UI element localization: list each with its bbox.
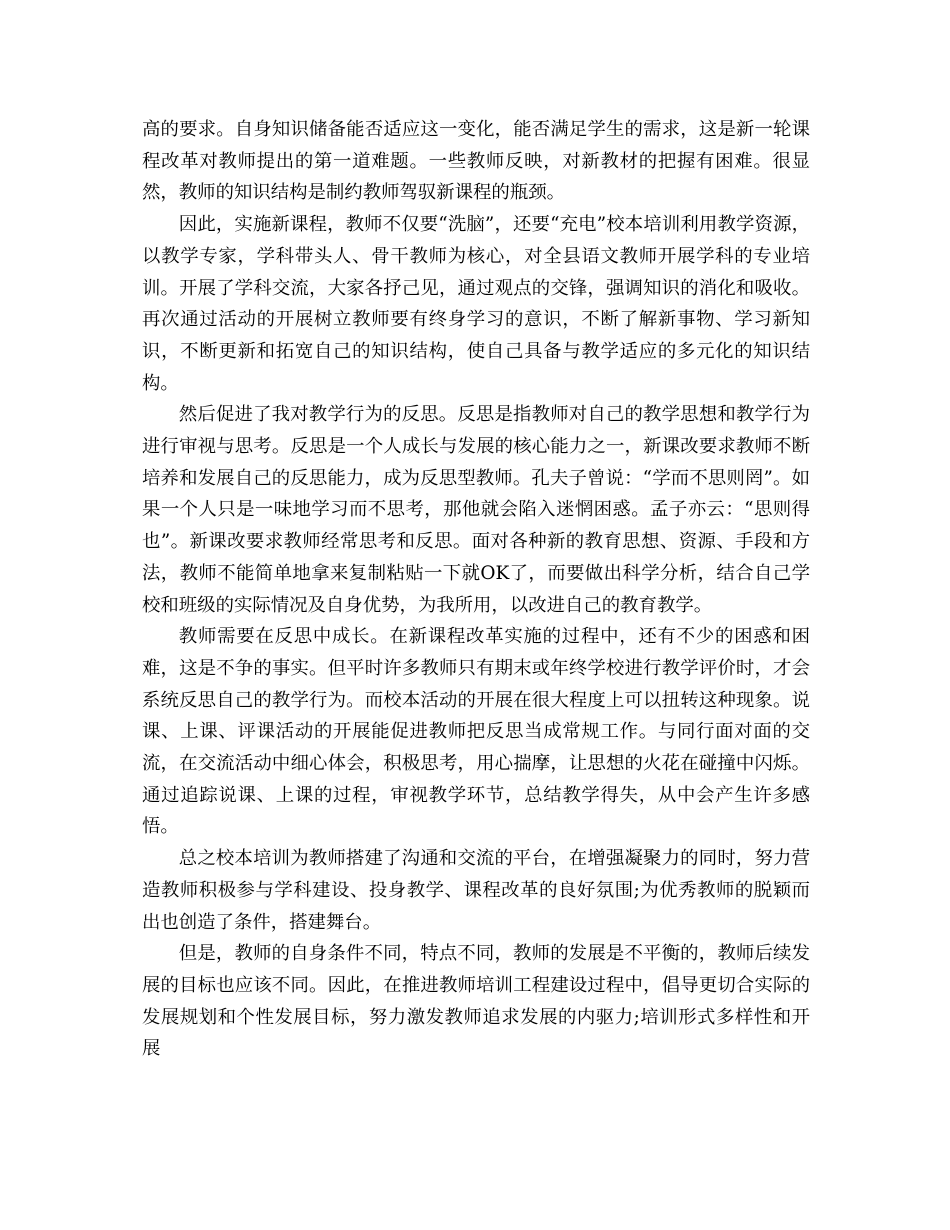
paragraph-2: 因此，实施新课程，教师不仅要“洗脑”，还要“充电”校本培训利用教学资源，以教学专家，学科带头人、骨干教师为核心，对全县语文教师开展学科的专业培训。开展了学科交流，大家各抒己见，通过观点的交锋，强调知识的消化和吸收。再次通过活动的开展树立教师要有终身学习的意识，不断了解新事物、学习新知识，不断更新和拓宽自己的知识结构，使自己具备与教学适应的多元化的知识结构。 [142,214,810,394]
paragraph-3: 然后促进了我对教学行为的反思。反思是指教师对自己的教学思想和教学行为进行审视与思考。反思是一个人成长与发展的核心能力之一，新课改要求教师不断培养和发展自己的反思能力，成为反思型教师。孔夫子曾说：“学而不思则罔”。如果一个人只是一味地学习而不思考，那他就会陷入迷惘困惑。孟子亦云：“思则得也”。新课改要求教师经常思考和反思。面对各种新的教育思想、资源、手段和方法，教师不能简单地拿来复制粘贴一下就OK了，而要做出科学分析，结合自己学校和班级的实际情况及自身优势，为我所用，以改进自己的教育教学。 [142,404,810,616]
document-body [142,114,810,1065]
paragraph-1: 高的要求。自身知识储备能否适应这一变化，能否满足学生的需求，这是新一轮课程改革对教师提出的第一道难题。一些教师反映，对新教材的把握有困难。很显然，教师的知识结构是制约教师驾驭新课程的瓶颈。 [142,119,810,204]
paragraph-5: 总之校本培训为教师搭建了沟通和交流的平台，在增强凝聚力的同时，努力营造教师积极参与学科建设、投身教学、课程改革的良好氛围;为优秀教师的脱颖而出也创造了条件，搭建舞台。 [142,848,810,933]
paragraph-6: 但是，教师的自身条件不同，特点不同，教师的发展是不平衡的，教师后续发展的目标也应该不同。因此，在推进教师培训工程建设过程中，倡导更切合实际的发展规划和个性发展目标，努力激发教师追求发展的内驱力;培训形式多样性和开展 [142,943,810,1060]
paragraph-4: 教师需要在反思中成长。在新课程改革实施的过程中，还有不少的困惑和困难，这是不争的事实。但平时许多教师只有期末或年终学校进行教学评价时，才会系统反思自己的教学行为。而校本活动的开展在很大程度上可以扭转这种现象。说课、上课、评课活动的开展能促进教师把反思当成常规工作。与同行面对面的交流，在交流活动中细心体会，积极思考，用心揣摩，让思想的火花在碰撞中闪烁。通过追踪说课、上课的过程，审视教学环节，总结教学得失，从中会产生许多感悟。 [142,626,810,838]
